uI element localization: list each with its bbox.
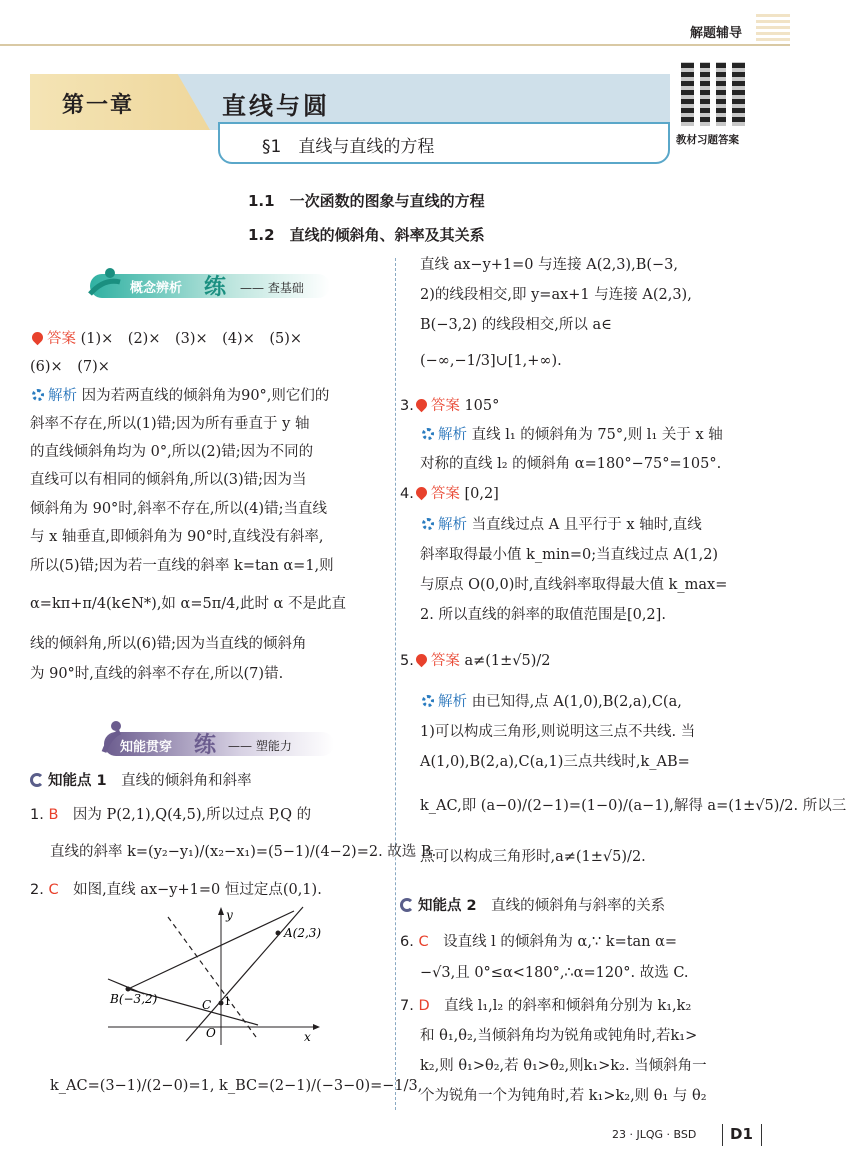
q5-answer-label: 答案 [430,653,460,669]
q5-answer: a≠(1±√5)/2 [464,653,551,669]
analysis-label: 解析 [48,388,77,404]
fig-label-c: C [202,998,212,1012]
left-line-11: 为 90°时,直线的斜率不存在,所以(7)错. [30,666,284,682]
q5-line-1: 由已知得,点 A(1,0),B(2,a),C(a, [471,694,682,710]
q3-line-2: 对称的直线 l₂ 的倾斜角 α=180°−75°=105°. [420,456,722,472]
q7-answer: D [418,998,430,1014]
banner-concept-sub: —— 查基础 [240,281,304,295]
q4-line-1: 当直线过点 A 且平行于 x 轴时,直线 [471,517,702,533]
page-number: D1 [730,1125,753,1143]
column-divider [395,258,396,1110]
left-line-1: (6)× (7)× [30,359,110,375]
left-line-7: 与 x 轴垂直,即倾斜角为 90°时,直线没有斜率, [30,529,324,545]
left-line-5: 直线可以有相同的倾斜角,所以(3)错;因为当 [30,472,307,488]
q5-line-3: A(1,0),B(2,a),C(a,1)三点共线时,k_AB= [420,754,690,770]
q7-num: 7. [400,998,414,1014]
left-line-10: 线的倾斜角,所以(6)错;因为当直线的倾斜角 [30,636,307,652]
q5-pin-icon [414,652,430,668]
q5-analysis-label: 解析 [438,694,467,710]
q3-gear-icon [422,428,434,440]
right-line-2: B(−3,2) 的线段相交,所以 a∈ [420,317,612,333]
q4-answer: [0,2] [464,486,499,502]
banner-ability-sub: —— 塑能力 [228,739,292,753]
kp1-icon [30,773,44,787]
q1-answer: B [48,807,59,823]
banner-concept-title: 概念辨析 [130,281,183,296]
header-tag: 解题辅导 [690,26,743,41]
q5-gear-icon [422,695,434,707]
right-line-3: (−∞,−1/3]∪[1,+∞). [420,353,562,369]
fig-label-x: x [304,1030,311,1044]
q3-answer: 105° [464,398,500,414]
subsection-2: 1.2 直线的倾斜角、斜率及其关系 [248,226,485,244]
q5-line-5: 点可以构成三角形时,a≠(1±√5)/2. [420,849,646,865]
kp2-icon [400,898,414,912]
banner-concept-char: 练 [204,275,227,300]
q3-analysis-label: 解析 [438,427,467,443]
fig-label-o: O [206,1026,216,1040]
section-title: §1 直线与直线的方程 [262,137,435,157]
q7-line-3: k₂,则 θ₁>θ₂,若 θ₁>θ₂,则k₁>k₂. 当倾斜角一 [420,1058,707,1074]
q1-line-2: 直线的斜率 k=(y₂−y₁)/(x₂−x₁)=(5−1)/(4−2)=2. 故选 B. [50,844,437,860]
q4-line-4: 2. 所以直线的斜率的取值范围是[0,2]. [420,607,666,623]
left-line-3: 斜率不存在,所以(1)错;因为所有垂直于 y 轴 [30,416,310,432]
fig-label-b: B(−3,2) [110,992,158,1006]
kp1-label: 知能点 1 [48,773,107,789]
q2-line-2: k_AC=(3−1)/(2−0)=1, k_BC=(2−1)/(−3−0)=−1/3, [50,1078,423,1094]
left-line-0: (1)× (2)× (3)× (4)× (5)× [80,331,303,347]
q6-answer: C [418,934,429,950]
answer-label: 答案 [47,331,76,347]
q6-line-1: 设直线 l 的倾斜角为 α,∵ k=tan α= [443,934,678,950]
subsection-1: 1.1 一次函数的图象与直线的方程 [248,192,485,210]
q7-line-4: 个为锐角一个为钝角时,若 k₁>k₂,则 θ₁ 与 θ₂ [420,1088,707,1104]
q3-pin-icon [414,397,430,413]
header-stripe [756,14,790,44]
q5-num: 5. [400,653,414,669]
q3-line-1: 直线 l₁ 的倾斜角为 75°,则 l₁ 关于 x 轴 [471,427,723,443]
analysis-gear-icon [32,389,44,401]
q1-line-1: 因为 P(2,1),Q(4,5),所以过点 P,Q 的 [72,807,312,823]
left-line-6: 倾斜角为 90°时,斜率不存在,所以(4)错;当直线 [30,501,327,517]
q4-line-2: 斜率取得最小值 k_min=0;当直线过点 A(1,2) [420,547,719,563]
q6-num: 6. [400,934,414,950]
kp1-title: 直线的倾斜角和斜率 [121,773,252,789]
chapter-label: 第一章 [62,92,135,118]
q3-answer-label: 答案 [430,398,460,414]
runner-icon [84,264,124,304]
q4-gear-icon [422,518,434,530]
q4-pin-icon [414,485,430,501]
q5-line-2: 1)可以构成三角形,则说明这三点不共线. 当 [420,724,696,740]
left-line-2: 因为若两直线的倾斜角为90°,则它们的 [81,388,330,404]
left-line-8: 所以(5)错;因为若一直线的斜率 k=tan α=1,则 [30,558,334,574]
figure-graph [108,905,328,1047]
right-line-1: 2)的线段相交,即 y=ax+1 与连接 A(2,3), [420,287,692,303]
left-line-4: 的直线倾斜角均为 0°,所以(2)错;因为不同的 [30,444,314,460]
kp2-title: 直线的倾斜角与斜率的关系 [491,898,666,914]
qr-code-overlay [681,62,745,126]
chapter-title: 直线与圆 [222,91,330,120]
footer-code: 23 · JLQG · BSD [612,1128,697,1141]
q4-answer-label: 答案 [430,486,460,502]
qr-caption: 教材习题答案 [676,134,739,146]
q7-line-1: 直线 l₁,l₂ 的斜率和倾斜角分别为 k₁,k₂ [444,998,692,1014]
q5-line-4: k_AC,即 (a−0)/(2−1)=(1−0)/(a−1),解得 a=(1±√5)/2. 所以三 [420,798,846,814]
answer-pin-icon [30,330,46,346]
fig-label-one: 1 [224,995,231,1008]
q7-line-2: 和 θ₁,θ₂,当倾斜角均为锐角或钝角时,若k₁> [420,1028,698,1044]
fig-label-a: A(2,3) [284,926,322,940]
q6-line-2: −√3,且 0°≤α<180°,∴α=120°. 故选 C. [420,965,689,981]
q2-answer: C [48,882,59,898]
right-line-0: 直线 ax−y+1=0 与连接 A(2,3),B(−3, [420,257,678,273]
q2-line-1: 如图,直线 ax−y+1=0 恒过定点(0,1). [73,882,322,898]
fig-label-y: y [226,908,233,922]
banner-ability-char: 练 [194,733,217,758]
left-line-9: α=kπ+π/4(k∈N*),如 α=5π/4,此时 α 不是此直 [30,596,346,612]
q3-num: 3. [400,398,414,414]
q4-analysis-label: 解析 [438,517,467,533]
header-rule [0,44,790,46]
q4-line-3: 与原点 O(0,0)时,直线斜率取得最大值 k_max= [420,577,728,593]
banner-ability-title: 知能贯穿 [120,740,173,755]
kp2-label: 知能点 2 [418,898,477,914]
q4-num: 4. [400,486,414,502]
